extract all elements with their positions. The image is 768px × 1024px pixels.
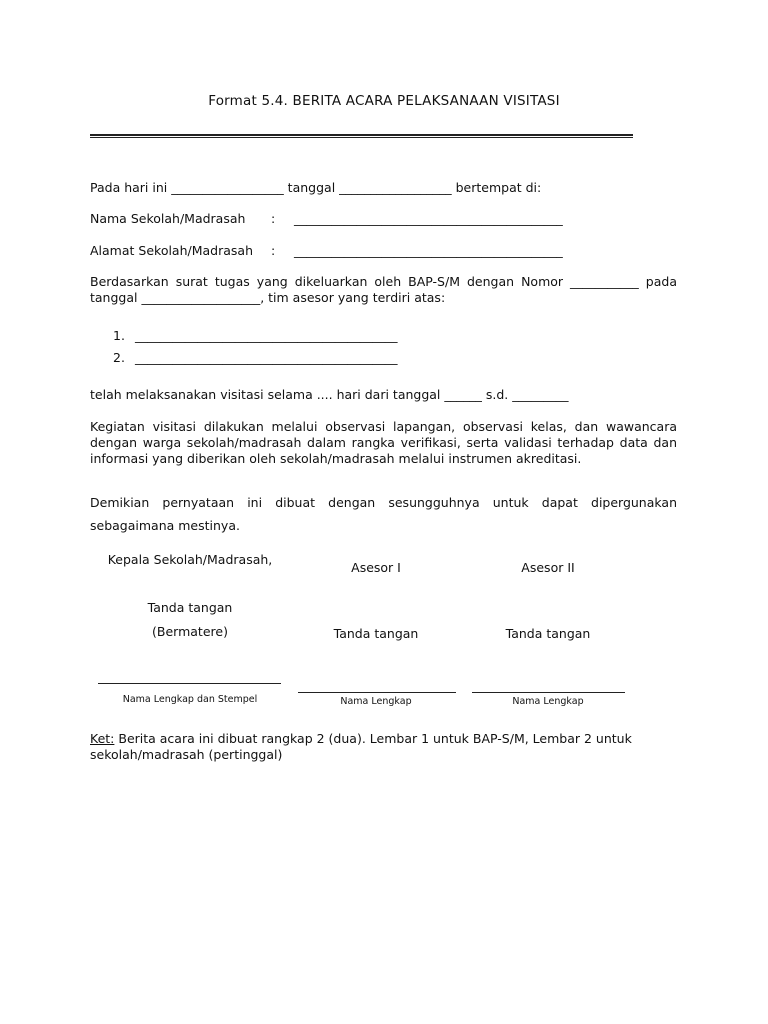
footnote-text: Berita acara ini dibuat rangkap 2 (dua). Lembar 1 untuk BAP-S/M, Lembar 2 untuk sekolah/madrasah (pertinggal) [90, 731, 632, 762]
principal-stamp-note: (Bermatere) [152, 624, 228, 639]
assessor-1-role: Asesor I [351, 560, 401, 575]
assessor-1-signature-label: Tanda tangan [333, 626, 419, 641]
document-title: Format 5.4. BERITA ACARA PELAKSANAAN VISITASI [208, 93, 560, 109]
assessor-2-name-caption: Nama Lengkap [512, 696, 584, 707]
assessor-1-signature-line [298, 692, 456, 693]
school-address-label: Alamat Sekolah/Madrasah [90, 243, 254, 258]
footnote [90, 731, 677, 763]
assessor-1-name-caption: Nama Lengkap [340, 696, 412, 707]
school-address-colon: : [271, 243, 276, 258]
principal-name-caption: Nama Lengkap dan Stempel [122, 694, 258, 705]
assessor-2-signature-line [472, 692, 625, 693]
activity-paragraph: Kegiatan visitasi dilakukan melalui observasi lapangan, observasi kelas, dan wawancara dengan warga sekolah/madrasah dalam rangka verifikasi, serta validasi terhadap data dan informasi yang diberikan oleh sekolah/madrasah melalui instrumen akreditasi. [90, 419, 677, 466]
assessor-list-blank-1: __________________________________________ [135, 328, 398, 343]
school-name-label: Nama Sekolah/Madrasah [90, 211, 246, 226]
assignment-letter-paragraph: Berdasarkan surat tugas yang dikeluarkan oleh BAP-S/M dengan Nomor ___________ pada tanggal ___________________, tim asesor yang terdiri atas: [90, 274, 677, 305]
principal-role: Kepala Sekolah/Madrasah, [107, 552, 273, 567]
title-divider [90, 134, 633, 138]
school-address-blank: ___________________________________________ [294, 243, 563, 258]
footnote-label: Ket: [90, 731, 115, 746]
assessor-list-number-1: 1. [113, 328, 125, 343]
assessor-2-signature-label: Tanda tangan [505, 626, 591, 641]
assessor-list-number-2: 2. [113, 350, 125, 365]
principal-signature-line [98, 683, 281, 684]
principal-signature-label: Tanda tangan [147, 600, 233, 615]
day-date-place-line: Pada hari ini __________________ tanggal __________________ bertempat di: [90, 180, 542, 195]
assessor-2-role: Asesor II [521, 560, 575, 575]
visitation-duration-line: telah melaksanakan visitasi selama .... hari dari tanggal ______ s.d. _________ [90, 387, 569, 402]
assessor-list-blank-2: __________________________________________ [135, 350, 398, 365]
school-name-colon: : [271, 211, 276, 226]
closing-paragraph: Demikian pernyataan ini dibuat dengan sesungguhnya untuk dapat dipergunakan sebagaimana mestinya. [90, 495, 677, 533]
school-name-blank: ___________________________________________ [294, 211, 563, 226]
